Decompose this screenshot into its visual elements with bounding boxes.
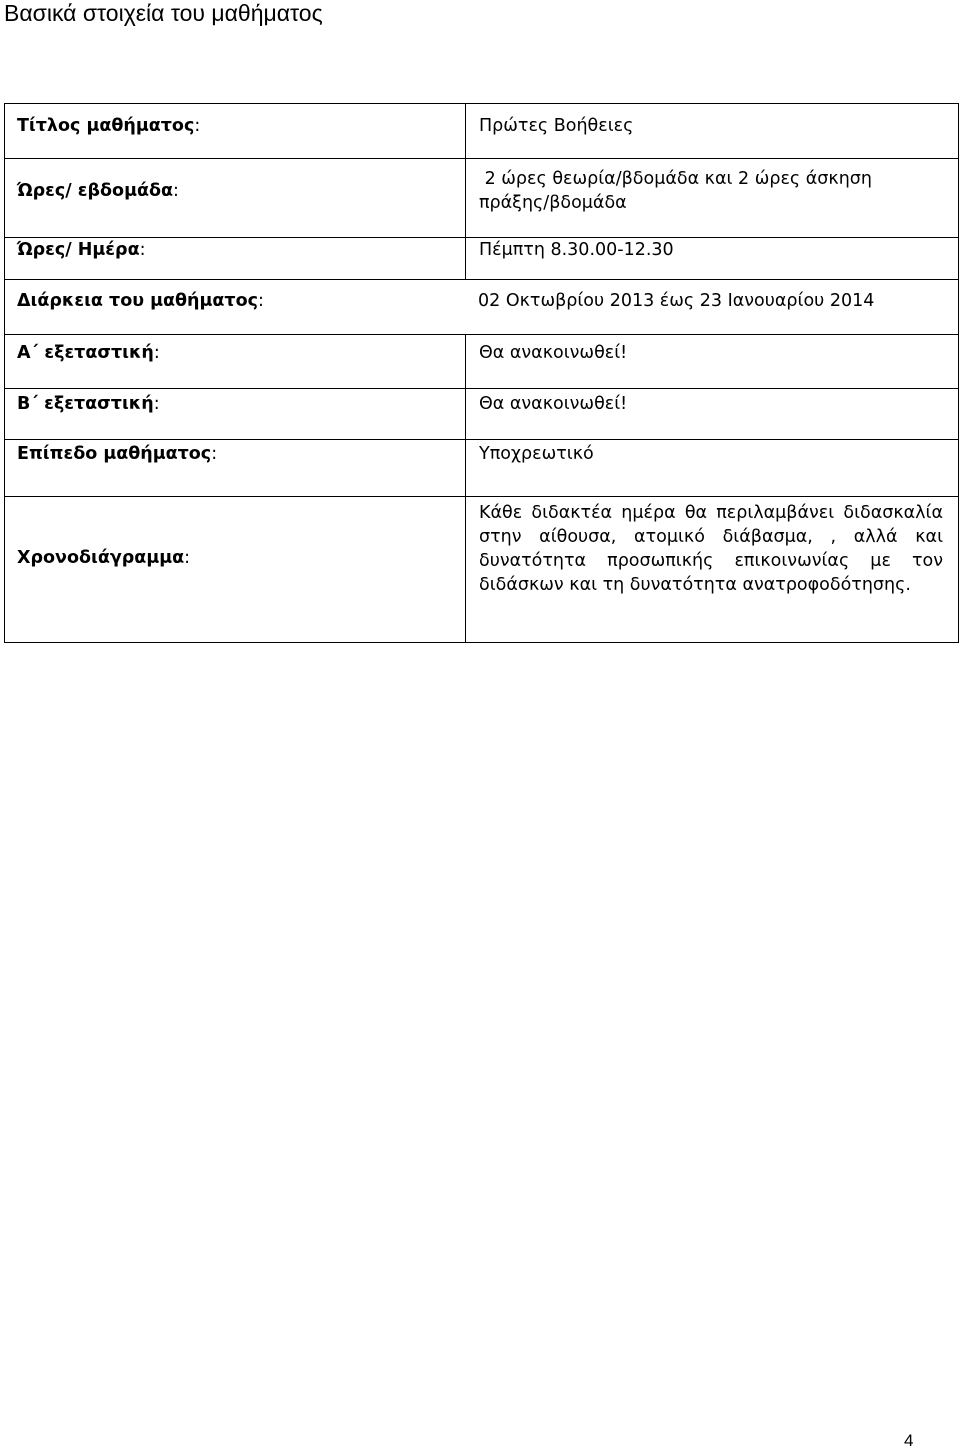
value-cell bbox=[465, 280, 958, 334]
table-row-duration bbox=[5, 279, 958, 334]
course-title-value: Πρώτες Βοήθειες bbox=[479, 116, 634, 136]
course-info-table bbox=[4, 103, 959, 643]
value-cell bbox=[465, 238, 958, 279]
value-cell bbox=[465, 440, 958, 496]
row-label: Α΄ εξεταστική: bbox=[17, 343, 160, 363]
label-cell bbox=[5, 280, 465, 334]
label-cell bbox=[5, 497, 465, 642]
row-label: Διάρκεια του μαθήματος: bbox=[17, 291, 264, 311]
value-cell bbox=[465, 104, 958, 158]
label-cell bbox=[5, 389, 465, 439]
section-heading: Βασικά στοιχεία του μαθήματος bbox=[4, 0, 323, 26]
exam-b-value: Θα ανακοινωθεί! bbox=[479, 394, 628, 414]
exam-a-value: Θα ανακοινωθεί! bbox=[479, 343, 628, 363]
value-cell bbox=[465, 335, 958, 388]
row-label: Ώρες/ εβδομάδα: bbox=[17, 181, 179, 201]
hours-week-value: 2 ώρες θεωρία/βδομάδα και 2 ώρες άσκηση πράξης/βδομάδα bbox=[479, 169, 878, 213]
table-row-exam-a bbox=[5, 334, 958, 388]
label-cell bbox=[5, 238, 465, 279]
table-row-exam-b bbox=[5, 388, 958, 439]
schedule-value: Κάθε διδακτέα ημέρα θα περιλαμβάνει διδασκαλία στην αίθουσα, ατομικό διάβασμα, , αλλά και δυνατότητα προσωπικής επικοινωνίας με τον διδάσκων και τη δυνατότητα ανατροφοδότησης. bbox=[479, 503, 943, 595]
value-cell bbox=[465, 389, 958, 439]
label-cell bbox=[5, 159, 465, 237]
table-row-hours-day bbox=[5, 237, 958, 279]
table-row-title bbox=[5, 104, 958, 158]
duration-value: 02 Οκτωβρίου 2013 έως 23 Ιανουαρίου 2014 bbox=[478, 291, 875, 311]
table-row-level bbox=[5, 439, 958, 496]
value-cell bbox=[465, 497, 958, 642]
row-label: Χρονοδιάγραμμα: bbox=[17, 548, 191, 568]
label-cell bbox=[5, 335, 465, 388]
label-cell bbox=[5, 104, 465, 158]
label-cell bbox=[5, 440, 465, 496]
level-value: Υποχρεωτικό bbox=[479, 444, 594, 464]
hours-day-value: Πέμπτη 8.30.00-12.30 bbox=[479, 240, 674, 260]
row-label: Επίπεδο μαθήματος: bbox=[17, 444, 218, 464]
row-label: Τίτλος μαθήματος: bbox=[17, 116, 201, 136]
row-label: Β΄ εξεταστική: bbox=[17, 394, 160, 414]
table-row-schedule bbox=[5, 496, 958, 642]
value-cell bbox=[465, 159, 958, 237]
table-row-hours-week bbox=[5, 158, 958, 237]
row-label: Ώρες/ Ημέρα: bbox=[17, 240, 146, 260]
page-number: 4 bbox=[904, 1431, 914, 1450]
